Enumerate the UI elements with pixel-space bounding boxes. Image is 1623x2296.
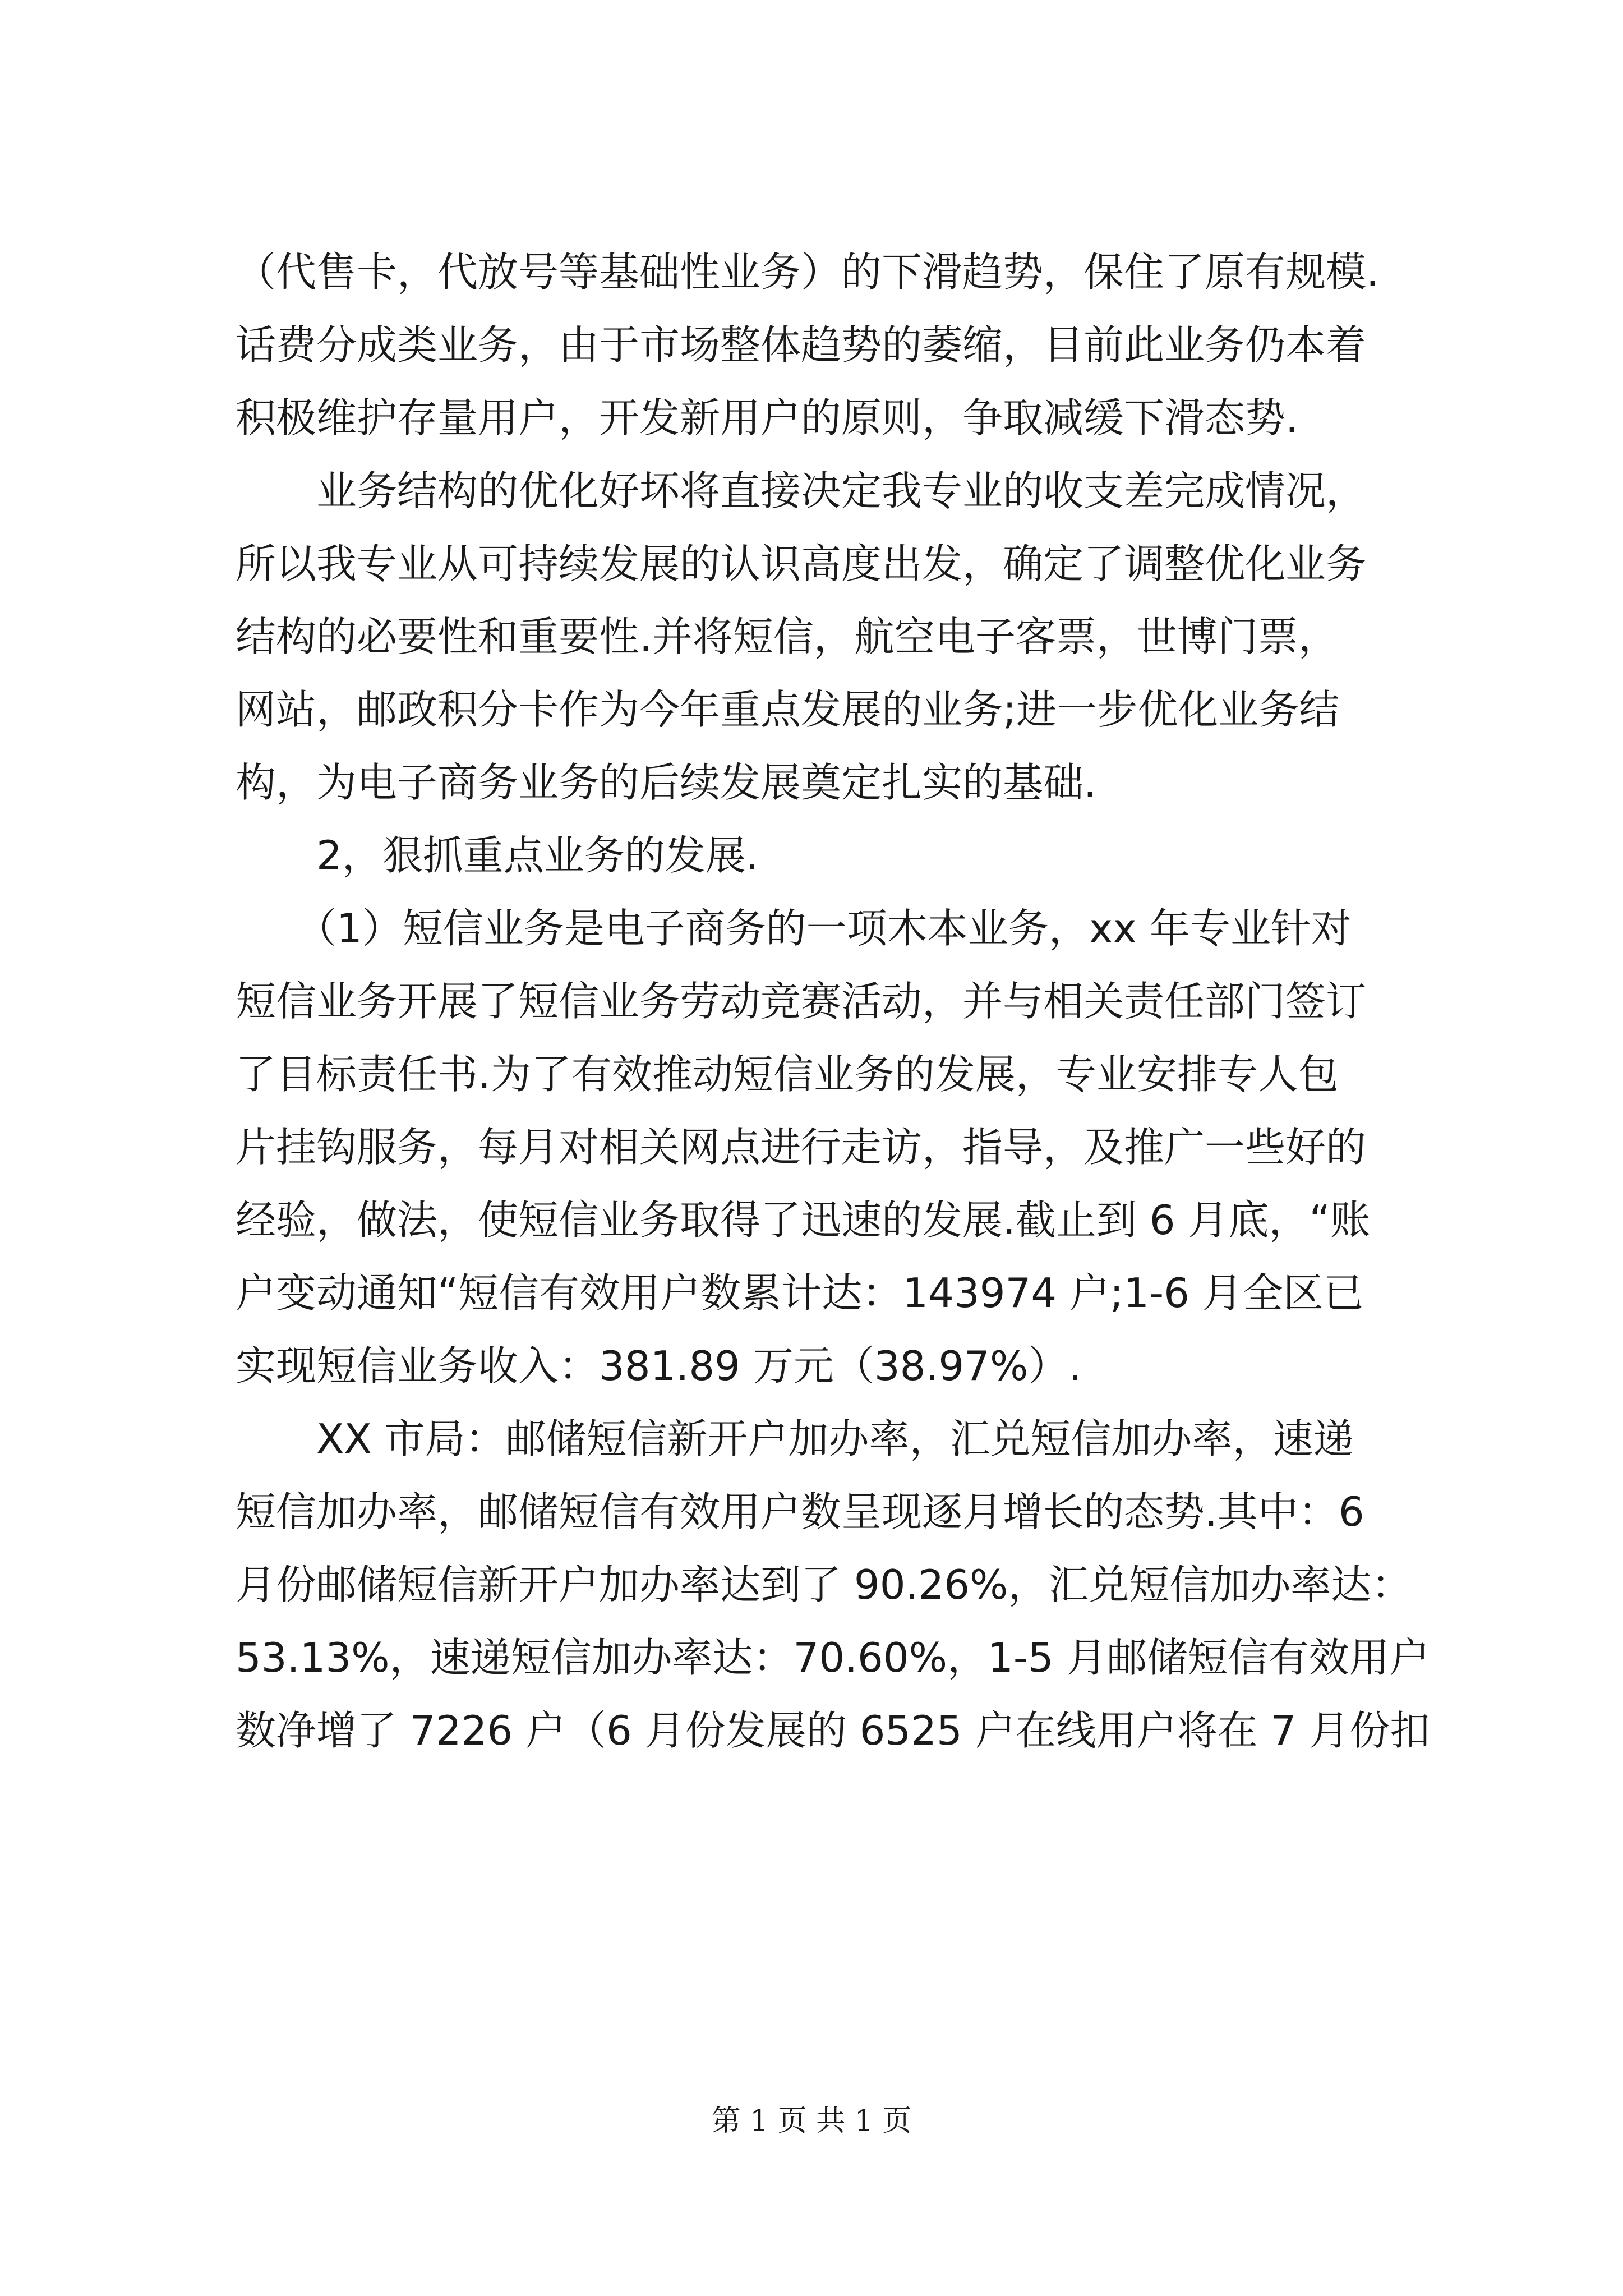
text-line: 短信业务开展了短信业务劳动竞赛活动，并与相关责任部门签订 — [236, 978, 1367, 1025]
text-line: 构，为电子商务业务的后续发展奠定扎实的基础. — [236, 759, 1096, 806]
text-line: 53.13%，速递短信加办率达：70.60%，1-5 月邮储短信有效用户 — [236, 1634, 1430, 1681]
text-line: 实现短信业务收入：381.89 万元（38.97%）. — [236, 1342, 1082, 1389]
text-line: XX 市局：邮储短信新开户加办率，汇兑短信加办率，速递 — [236, 1415, 1354, 1462]
document-body — [236, 236, 1431, 1767]
text-line: 网站，邮政积分卡作为今年重点发展的业务;进一步优化业务结 — [236, 686, 1340, 733]
text-line: 户变动通知“短信有效用户数累计达：143974 户;1-6 月全区已 — [236, 1269, 1364, 1317]
text-line: 数净增了 7226 户（6 月份发展的 6525 户在线用户将在 7 月份扣 — [236, 1707, 1431, 1754]
text-line: 积极维护存量用户，开发新用户的原则，争取减缓下滑态势. — [236, 394, 1298, 441]
text-line: （代售卡，代放号等基础性业务）的下滑趋势，保住了原有规模. — [236, 249, 1379, 296]
text-line: 2，狠抓重点业务的发展. — [236, 832, 759, 879]
text-line: 月份邮储短信新开户加办率达到了 90.26%，汇兑短信加办率达： — [236, 1561, 1412, 1608]
text-line: 业务结构的优化好坏将直接决定我专业的收支差完成情况， — [236, 467, 1367, 514]
text-line: 话费分成类业务，由于市场整体趋势的萎缩，目前此业务仍本着 — [236, 321, 1367, 369]
text-line: 短信加办率，邮储短信有效用户数呈现逐月增长的态势.其中：6 — [236, 1488, 1364, 1535]
text-line: 结构的必要性和重要性.并将短信，航空电子客票，世博门票， — [236, 613, 1339, 660]
text-line: 经验，做法，使短信业务取得了迅速的发展.截止到 6 月底，“账 — [236, 1197, 1371, 1244]
text-line: （1）短信业务是电子商务的一项木本业务，xx 年专业针对 — [236, 905, 1352, 952]
text-line: 所以我专业从可持续发展的认识高度出发，确定了调整优化业务 — [236, 540, 1367, 587]
text-line: 了目标责任书.为了有效推动短信业务的发展，专业安排专人包 — [236, 1051, 1339, 1098]
page-footer: 第 1 页 共 1 页 — [711, 2104, 912, 2138]
text-line: 片挂钩服务，每月对相关网点进行走访，指导，及推广一些好的 — [236, 1124, 1367, 1171]
